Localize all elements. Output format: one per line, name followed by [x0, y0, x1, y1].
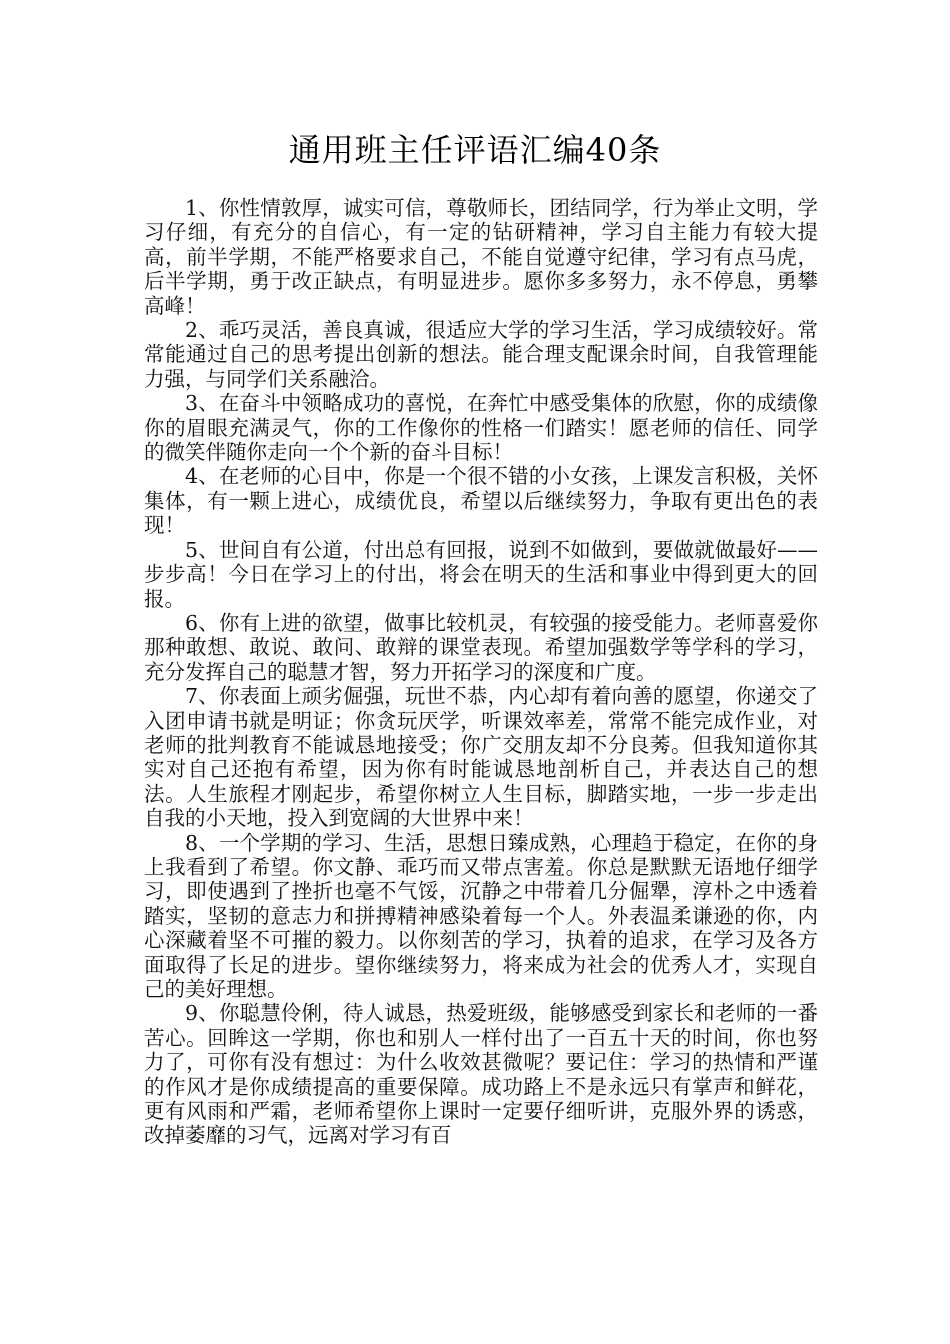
paragraph-7: 7、你表面上顽劣倔强，玩世不恭，内心却有着向善的愿望，你递交了入团申请书就是明证；你贪玩厌学，听课效率差，常常不能完成作业，对老师的批判教育不能诚恳地接受；你广交朋友却不分良莠。但我知道你其实对自己还抱有希望，因为你有时能诚恳地剖析自己，并表达自己的想法。人生旅程才刚起步，希望你树立人生目标，脚踏实地，一步一步走出自我的小天地，投入到宽阔的大世界中来！	[144, 684, 818, 831]
paragraph-5: 5、世间自有公道，付出总有回报，说到不如做到，要做就做最好——步步高！今日在学习上的付出，将会在明天的生活和事业中得到更大的回报。	[144, 537, 818, 611]
paragraph-9: 9、你聪慧伶俐，待人诚恳，热爱班级，能够感受到家长和老师的一番苦心。回眸这一学期，你也和别人一样付出了一百五十天的时间，你也努力了，可你有没有想过：为什么收效甚微呢？要记住：学习的热情和严谨的作风才是你成绩提高的重要保障。成功路上不是永远只有掌声和鲜花，更有风雨和严霜，老师希望你上课时一定要仔细听讲，克服外界的诱惑，改掉萎靡的习气，远离对学习有百	[144, 1001, 818, 1148]
document-body	[144, 196, 818, 1148]
paragraph-4: 4、在老师的心目中，你是一个很不错的小女孩，上课发言积极，关怀集体，有一颗上进心，成绩优良，希望以后继续努力，争取有更出色的表现！	[144, 464, 818, 538]
paragraph-8: 8、一个学期的学习、生活，思想日臻成熟，心理趋于稳定，在你的身上我看到了希望。你文静、乖巧而又带点害羞。你总是默默无语地仔细学习，即使遇到了挫折也毫不气馁，沉静之中带着几分倔犟，淳朴之中透着踏实，坚韧的意志力和拼搏精神感染着每一个人。外表温柔谦逊的你，内心深藏着坚不可摧的毅力。以你刻苦的学习，执着的追求，在学习及各方面取得了长足的进步。望你继续努力，将来成为社会的优秀人才，实现自己的美好理想。	[144, 830, 818, 1001]
paragraph-6: 6、你有上进的欲望，做事比较机灵，有较强的接受能力。老师喜爱你那种敢想、敢说、敢问、敢辩的课堂表现。希望加强数学等学科的学习，充分发挥自己的聪慧才智，努力开拓学习的深度和广度。	[144, 610, 818, 684]
document-title: 通用班主任评语汇编40条	[288, 131, 662, 169]
paragraph-3: 3、在奋斗中领略成功的喜悦，在奔忙中感受集体的欣慰，你的成绩像你的眉眼充满灵气，你的工作像你的性格一们踏实！愿老师的信任、同学的微笑伴随你走向一个个新的奋斗目标！	[144, 391, 818, 465]
paragraph-1: 1、你性情敦厚，诚实可信，尊敬师长，团结同学，行为举止文明，学习仔细，有充分的自信心，有一定的钻研精神，学习自主能力有较大提高，前半学期，不能严格要求自己，不能自觉遵守纪律，学习有点马虎，后半学期，勇于改正缺点，有明显进步。愿你多多努力，永不停息，勇攀高峰！	[144, 196, 818, 318]
paragraph-2: 2、乖巧灵活，善良真诚，很适应大学的学习生活，学习成绩较好。常常能通过自己的思考提出创新的想法。能合理支配课余时间，自我管理能力强，与同学们关系融洽。	[144, 318, 818, 391]
